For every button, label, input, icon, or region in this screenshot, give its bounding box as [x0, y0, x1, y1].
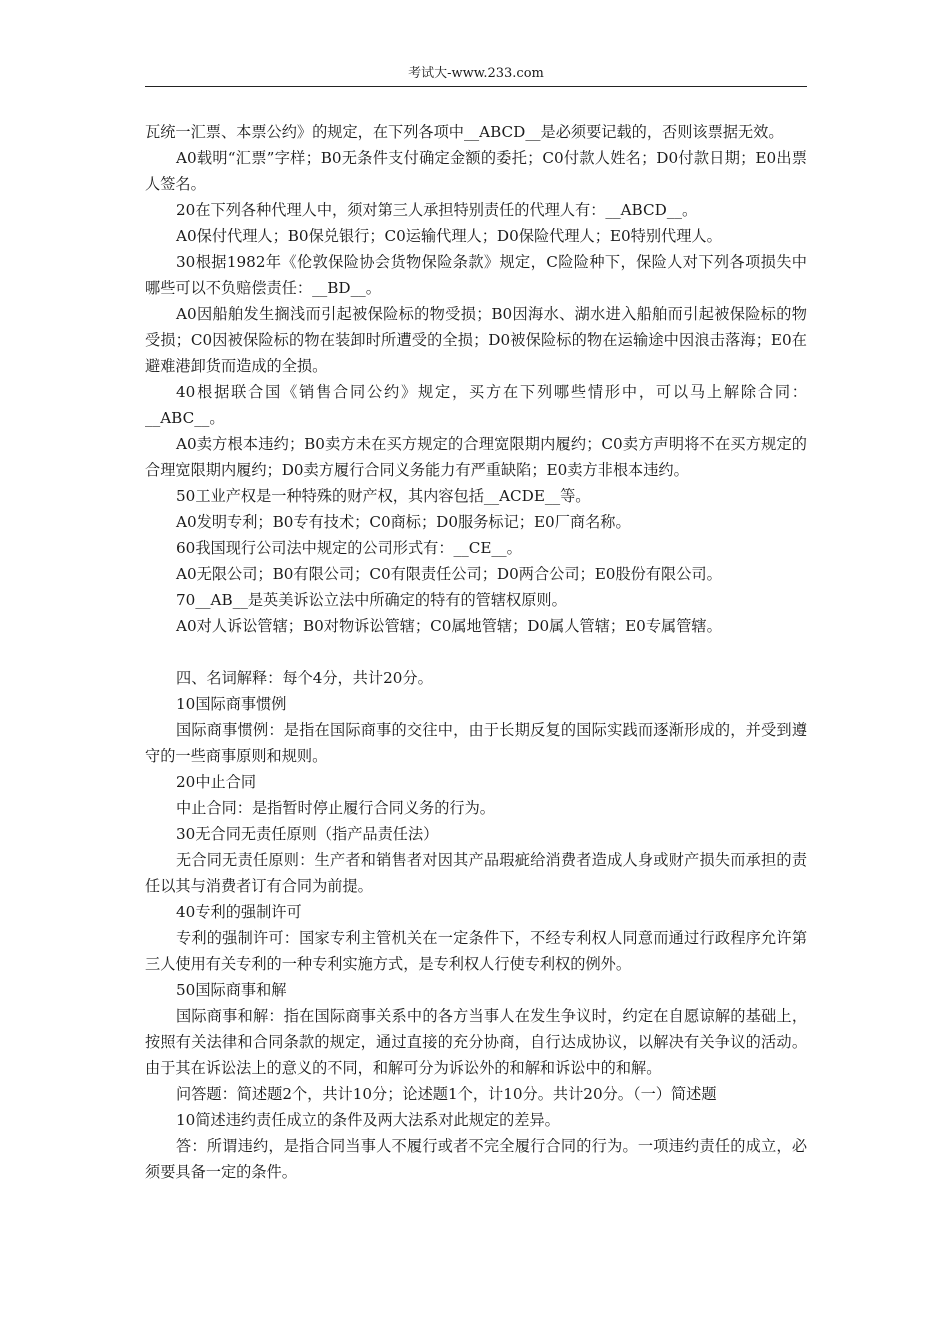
paragraph: 30无合同无责任原则（指产品责任法）: [176, 825, 439, 843]
header-rule: [145, 86, 807, 87]
paragraph: 答：所谓违约，是指合同当事人不履行或者不完全履行合同的行为。一项违约责任的成立，必须要具备一定的条件。: [145, 1137, 807, 1181]
paragraph: 60我国现行公司法中规定的公司形式有：__CE__。: [176, 539, 522, 557]
paragraph: 70__AB__是英美诉讼立法中所确定的特有的管辖权原则。: [176, 591, 567, 609]
paragraph: 无合同无责任原则：生产者和销售者对因其产品瑕疵给消费者造成人身或财产损失而承担的责任以其与消费者订有合同为前提。: [145, 851, 807, 895]
paragraph: A0载明“汇票”字样；B0无条件支付确定金额的委托；C0付款人姓名；D0付款日期；E0出票人签名。: [145, 149, 807, 193]
paragraph: A0无限公司；B0有限公司；C0有限责任公司；D0两合公司；E0股份有限公司。: [176, 565, 722, 583]
paragraph: 50国际商事和解: [176, 981, 287, 999]
paragraph: A0卖方根本违约；B0卖方未在买方规定的合理宽限期内履约；C0卖方声明将不在买方规定的合理宽限期内履约；D0卖方履行合同义务能力有严重缺陷；E0卖方非根本违约。: [145, 435, 807, 479]
paragraph: 20在下列各种代理人中，须对第三人承担特别责任的代理人有：__ABCD__。: [176, 201, 698, 219]
paragraph: 专利的强制许可：国家专利主管机关在一定条件下，不经专利权人同意而通过行政程序允许第三人使用有关专利的一种专利实施方式，是专利权人行使专利权的例外。: [145, 929, 807, 973]
paragraph: 瓦统一汇票、本票公约》的规定，在下列各项中__ABCD__是必须要记载的，否则该票据无效。: [145, 123, 784, 141]
paragraph: 40专利的强制许可: [176, 903, 302, 921]
paragraph: A0保付代理人；B0保兑银行；C0运输代理人；D0保险代理人；E0特别代理人。: [176, 227, 722, 245]
paragraph: 问答题：简述题2个，共计10分；论述题1个，计10分。共计20分。（一）简述题: [176, 1085, 717, 1103]
paragraph: A0对人诉讼管辖；B0对物诉讼管辖；C0属地管辖；D0属人管辖；E0专属管辖。: [176, 617, 722, 635]
paragraph: 20中止合同: [176, 773, 257, 791]
paragraph: 国际商事惯例：是指在国际商事的交往中，由于长期反复的国际实践而逐渐形成的，并受到遵守的一些商事原则和规则。: [145, 721, 807, 765]
paragraph: A0发明专利；B0专有技术；C0商标；D0服务标记；E0厂商名称。: [176, 513, 631, 531]
paragraph: 10简述违约责任成立的条件及两大法系对此规定的差异。: [176, 1111, 560, 1129]
paragraph: A0因船舶发生搁浅而引起被保险标的物受损；B0因海水、湖水进入船舶而引起被保险标的物受损；C0因被保险标的物在装卸时所遭受的全损；D0被保险标的物在运输途中因浪击落海；E0在避难港卸货而造成的全损。: [145, 305, 807, 375]
paragraph: 四、名词解释：每个4分，共计20分。: [176, 669, 433, 687]
paragraph: 中止合同：是指暂时停止履行合同义务的行为。: [176, 799, 495, 817]
document-body: [145, 119, 807, 1185]
page-header: 考试大-www.233.com: [408, 66, 544, 81]
paragraph: 30根据1982年《伦敦保险协会货物保险条款》规定，C险险种下，保险人对下列各项损失中哪些可以不负赔偿责任：__BD__。: [145, 253, 807, 297]
paragraph: 10国际商事惯例: [176, 695, 287, 713]
paragraph: 50工业产权是一种特殊的财产权，其内容包括__ACDE__等。: [176, 487, 591, 505]
paragraph: 40根据联合国《销售合同公约》规定，买方在下列哪些情形中，可以马上解除合同：__ABC__。: [145, 383, 807, 427]
paragraph: 国际商事和解：指在国际商事关系中的各方当事人在发生争议时，约定在自愿谅解的基础上，按照有关法律和合同条款的规定，通过直接的充分协商，自行达成协议，以解决有关争议的活动。由于其在诉讼法上的意义的不同，和解可分为诉讼外的和解和诉讼中的和解。: [145, 1007, 807, 1077]
